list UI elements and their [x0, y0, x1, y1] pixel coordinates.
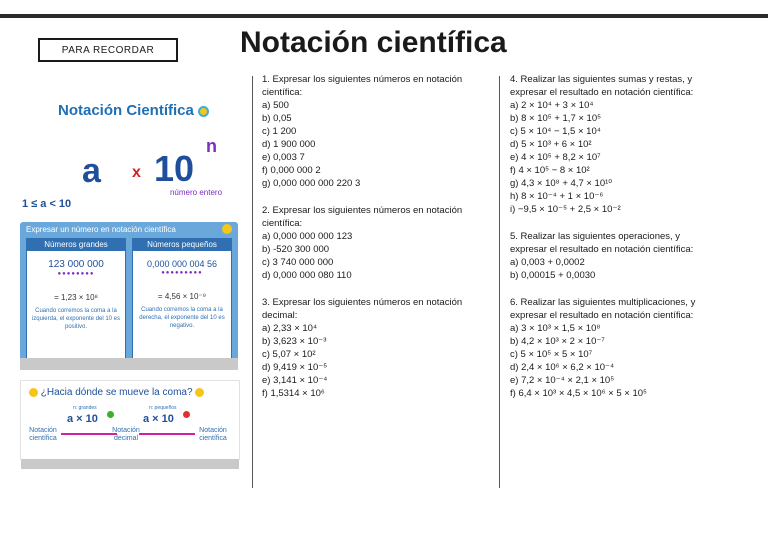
exercise-heading: expresar el resultado en notación científica: [510, 87, 694, 98]
exercise-heading: expresar el resultado en notación científica: [510, 310, 694, 321]
comma-move-dots-icon: ●●●●●●●●● [161, 270, 203, 276]
exercise-item: d) 2,4 × 10⁶ × 6,2 × 10⁻⁴ [510, 362, 615, 373]
exercise-item: a) 3 × 10³ × 1,5 × 10⁸ [510, 323, 601, 334]
express-panel-heading: Expresar un número en notación científica [26, 225, 176, 234]
exercise-item: i) −9,5 × 10⁻⁵ + 2,5 × 10⁻² [510, 204, 621, 215]
page-title: Notación científica [240, 26, 507, 59]
exercise-item: c) 5 × 10⁴ − 1,5 × 10⁴ [510, 126, 601, 137]
exercise-item: d) 5 × 10³ + 6 × 10² [510, 139, 592, 150]
exercise-item: e) 0,003 7 [262, 152, 305, 163]
n-grandes-label: n: grandes [73, 405, 97, 411]
big-numbers-box [26, 238, 126, 362]
bullet-icon [198, 106, 209, 117]
exercise-item: f) 6,4 × 10³ × 4,5 × 10⁶ × 5 × 10⁵ [510, 388, 647, 399]
exercise-item: f) 0,000 000 2 [262, 165, 321, 176]
big-number-note: Cuando corremos la coma a la izquierda, el exponente del 10 es positivo. [31, 308, 121, 330]
exercise-item: b) 0,05 [262, 113, 292, 124]
exercise-heading: 3. Expresar los siguientes números en notación [262, 297, 463, 308]
top-rule [0, 14, 768, 18]
exercise-item: d) 9,419 × 10⁻⁵ [262, 362, 328, 373]
exercises-column-2 [510, 73, 695, 414]
exercise-item: c) 3 740 000 000 [262, 257, 334, 268]
negative-sign-icon [183, 411, 190, 418]
small-number-note: Cuando corremos la coma a la derecha, el exponente del 10 es negativo. [139, 307, 225, 329]
exercise-item: g) 0,000 000 000 220 3 [262, 178, 361, 189]
exercise-item: f) 4 × 10⁵ − 8 × 10² [510, 165, 590, 176]
exercise-item: c) 5,07 × 10² [262, 349, 316, 360]
label-nc-right: Notación científica [199, 427, 227, 443]
reminder-panel [20, 92, 238, 484]
panel-divider-band [20, 358, 238, 370]
exercise-heading: 6. Realizar las siguientes multiplicaciones, y [510, 297, 696, 308]
column-divider [252, 76, 253, 488]
big-number-example: 123 000 000 [48, 259, 104, 270]
big-number-result: = 1,23 × 10⁸ [54, 293, 98, 302]
exercise-item: e) 7,2 × 10⁻⁴ × 2,1 × 10⁵ [510, 375, 615, 386]
exercise-heading: 1. Expresar los siguientes números en notación [262, 74, 463, 85]
exercise-item: a) 0,000 000 000 123 [262, 231, 353, 242]
exercise-item: a) 2,33 × 10⁴ [262, 323, 318, 334]
small-numbers-tag: Números pequeños [133, 239, 231, 251]
exercise-item: a) 500 [262, 100, 289, 111]
exercise-2 [262, 204, 462, 282]
exercise-heading: 2. Expresar los siguientes números en notación [262, 205, 463, 216]
exercise-item: f) 1,5314 × 10⁶ [262, 388, 325, 399]
formula-times: x [132, 164, 141, 181]
exercise-item: b) 3,623 × 10⁻³ [262, 336, 327, 347]
column-divider [499, 76, 500, 488]
comma-move-dots-icon: ●●●●●●●● [57, 271, 95, 277]
exercises-column-1 [262, 73, 462, 414]
exercise-item: d) 0,000 000 080 110 [262, 270, 352, 281]
exercise-item: c) 5 × 10⁵ × 5 × 10⁷ [510, 349, 593, 360]
express-panel [20, 222, 238, 370]
reminder-title [58, 102, 209, 119]
arrow-line [139, 433, 195, 435]
exercise-item: b) 4,2 × 10³ × 2 × 10⁻⁷ [510, 336, 605, 347]
panel-bottom-band [21, 459, 239, 469]
bullet-icon [222, 224, 232, 234]
bullet-icon [29, 388, 38, 397]
formula-exponent: n [206, 136, 217, 156]
comma-panel-title-text: ¿Hacia dónde se mueve la coma? [40, 387, 193, 398]
exercise-heading: científica: [262, 218, 303, 229]
exercise-item: e) 4 × 10⁵ + 8,2 × 10⁷ [510, 152, 601, 163]
exercise-item: b) 8 × 10⁵ + 1,7 × 10⁵ [510, 113, 602, 124]
comma-panel-title [29, 387, 204, 398]
para-recordar-box: PARA RECORDAR [38, 38, 178, 62]
exercise-6 [510, 296, 695, 400]
small-number-result: = 4,56 × 10⁻⁹ [157, 292, 207, 301]
formula-ten: 10 [154, 148, 195, 189]
numero-entero-label: número entero [169, 188, 223, 197]
exercise-5 [510, 230, 695, 282]
exercise-item: a) 0,003 + 0,0002 [510, 257, 585, 268]
mantissa-condition: 1 ≤ a < 10 [22, 198, 72, 210]
exercise-heading: 4. Realizar las siguientes sumas y restas, y [510, 74, 693, 85]
exp-negative: a × 10 [143, 413, 174, 425]
exercise-1 [262, 73, 462, 190]
exercise-heading: 5. Realizar las siguientes operaciones, y [510, 231, 681, 242]
exercise-item: g) 4,3 × 10⁸ + 4,7 × 10¹⁰ [510, 178, 613, 189]
exercise-item: c) 1 200 [262, 126, 297, 137]
exercise-item: h) 8 × 10⁻⁴ + 1 × 10⁻⁶ [510, 191, 604, 202]
exercise-item: e) 3,141 × 10⁻⁴ [262, 375, 328, 386]
n-pequenos-label: n: pequeños [149, 405, 177, 411]
formula-a: a [82, 152, 101, 190]
exercise-item: a) 2 × 10⁴ + 3 × 10⁴ [510, 100, 594, 111]
exercise-item: d) 1 900 000 [262, 139, 316, 150]
small-numbers-box [132, 238, 232, 362]
exercise-3 [262, 296, 462, 400]
exp-positive: a × 10 [67, 413, 98, 425]
exercise-heading: decimal: [262, 310, 298, 321]
positive-sign-icon [107, 411, 114, 418]
bullet-icon [195, 388, 204, 397]
comma-direction-panel [20, 380, 240, 460]
exercise-heading: científica: [262, 87, 303, 98]
small-number-example: 0,000 000 004 56 [146, 259, 218, 269]
exercise-4 [510, 73, 695, 216]
exercise-item: b) -520 300 000 [262, 244, 330, 255]
big-numbers-tag: Números grandes [27, 239, 125, 251]
label-decimal: Notación decimal [112, 427, 140, 443]
label-nc-left: Notación científica [29, 427, 57, 443]
reminder-title-text: Notación Científica [58, 102, 194, 119]
exercise-heading: expresar el resultado en notación científica: [510, 244, 694, 255]
exercise-item: b) 0,00015 + 0,0030 [510, 270, 596, 281]
